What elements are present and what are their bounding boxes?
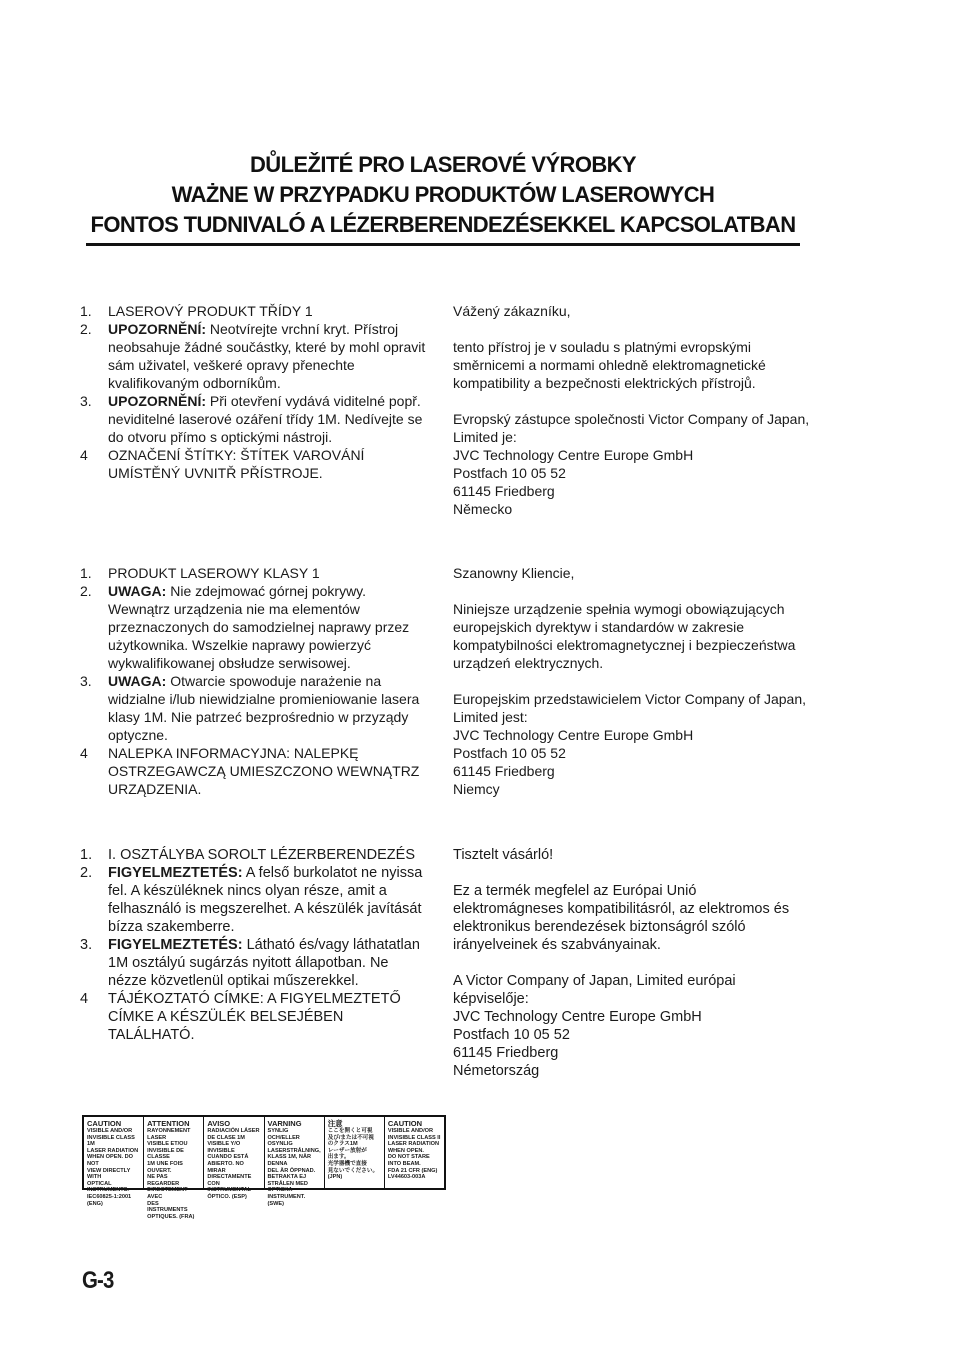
hu-item-4: 4 TÁJÉKOZTATÓ CÍMKE: A FIGYELMEZTETŐ CÍMKE A KÉSZÜLÉK BELSEJÉBEN TALÁLHATÓ. xyxy=(80,991,401,1043)
title-polish: WAŻNE W PRZYPADKU PRODUKTÓW LASEROWYCH xyxy=(171,182,715,207)
cz-item-2: 2. UPOZORNĚNÍ: Neotvírejte vrchní kryt. Přístroj neobsahuje žádné součástky, které by mohl opravit sám uživatel, veškeré opravy přenechte kvalifikovaným odborníkům. xyxy=(80,321,426,391)
title-czech: DŮLEŽITÉ PRO LASEROVÉ VÝROBKY xyxy=(250,152,636,177)
cz-paragraph-1: tento přístroj je v souladu s platnými evropskými směrnicemi a normami ohledně elektromagnetické kompatibility a bezpečnosti elektrických přístrojů. xyxy=(453,339,766,391)
hu-paragraph-2: A Victor Company of Japan, Limited európai képviselője: xyxy=(453,973,736,1007)
pl-country: Niemcy xyxy=(453,781,500,797)
pl-safety-list xyxy=(80,564,425,798)
pl-item-4: 4 NALEPKA INFORMACYJNA: NALEPKĘ OSTRZEGAWCZĄ UMIESZCZONO WEWNĄTRZ URZĄDZENIA. xyxy=(80,745,420,797)
label-cell-jpn: 注意 ここを開くと可視 及び/または不可視 のクラス1M レーザー放射が 出ます。 光学器機で直接 見ないでください。 (JPN) xyxy=(325,1117,385,1188)
pl-greeting: Szanowny Kliencie, xyxy=(453,565,575,581)
pl-paragraph-2: Europejskim przedstawicielem Victor Company of Japan, Limited jest: xyxy=(453,691,807,725)
label-cell-eng: CAUTION VISIBLE AND/OR INVISIBLE CLASS 1M LASER RADIATION WHEN OPEN. DO NOT VIEW DIRECTLY WITH OPTICAL INSTRUMENTS. IEC60825-1:2001 (ENG) xyxy=(84,1117,144,1188)
hu-paragraph-1: Ez a termék megfelel az Európai Unió elektromágneses kompatibilitásról, az elektromos és elektronikus berendezések biztonságról szóló irányelveinek és szabványainak. xyxy=(453,883,790,953)
pl-paragraph-1: Niniejsze urządzenie spełnia wymogi obowiązujących europejskich dyrektyw i standardów w zakresie kompatybilności elektromagnetycznej i bezpieczeństwa urządzeń elektrycznych. xyxy=(453,601,796,671)
label-cell-esp: AVISO RADIACIÓN LÁSER DE CLASE 1M VISIBLE Y/O INVISIBLE CUANDO ESTÁ ABIERTO. NO MIRAR DIRECTAMENTE CON INSTRUMENTAL ÓPTICO. (ESP) xyxy=(204,1117,264,1188)
cz-item-4: 4 OZNAČENÍ ŠTÍTKY: ŠTÍTEK VAROVÁNÍ UMÍSTĚNÝ UVNITŘ PŘÍSTROJE. xyxy=(80,447,365,481)
cz-safety-list xyxy=(80,302,430,482)
hu-country: Németország xyxy=(453,1063,540,1079)
pl-company: JVC Technology Centre Europe GmbH xyxy=(453,727,694,743)
cz-greeting: Vážený zákazníku, xyxy=(453,303,571,319)
hu-postfach: Postfach 10 05 52 xyxy=(453,1027,570,1043)
hu-item-2: 2. FIGYELMEZTETÉS: A felső burkolatot ne nyissa fel. A készüléknek nincs olyan része, amit a felhasználó is megszerelhet. A készülék javítását bízza szakemberre. xyxy=(80,865,423,935)
cz-compliance-notice xyxy=(453,302,813,518)
label-cell-swe: VARNING SYNLIG OCH/ELLER OSYNLIG LASERSTRÅLNING, KLASS 1M, NÄR DENNA DEL ÄR ÖPPNAD. BETRAKTA EJ STRÅLEN MED OPTISKA INSTRUMENT. (SWE) xyxy=(265,1117,325,1188)
cz-country: Německo xyxy=(453,501,513,517)
label-cell-fra: ATTENTION RAYONNEMENT LASER VISIBLE ET/OU INVISIBLE DE CLASSE 1M UNE FOIS OUVERT. NE PAS REGARDER DIRECTEMENT AVEC DES INSTRUMENTS OPTIQUES. (FRA) xyxy=(144,1117,204,1188)
hu-safety-list xyxy=(80,846,425,1044)
pl-item-3: 3. UWAGA: Otwarcie spowoduje narażenie na widzialne i/lub niewidzialne promieniowanie lasera klasy 1M. Nie patrzeć bezprośrednio w przyządy optyczne. xyxy=(80,673,420,743)
cz-paragraph-2: Evropský zástupce společnosti Victor Company of Japan, Limited je: xyxy=(453,411,810,445)
cz-company: JVC Technology Centre Europe GmbH xyxy=(453,447,694,463)
page-number: G-3 xyxy=(82,1267,114,1294)
hu-item-1: 1. I. OSZTÁLYBA SOROLT LÉZERBERENDEZÉS xyxy=(80,847,415,863)
pl-item-1: 1. PRODUKT LASEROWY KLASY 1 xyxy=(80,565,320,581)
hu-greeting: Tisztelt vásárló! xyxy=(453,847,554,863)
cz-item-3: 3. UPOZORNĚNÍ: Při otevření vydává viditelné popř. neviditelné laserové ozáření třídy 1M. Nedívejte se do otvoru přímo s optickými nástroji. xyxy=(80,393,423,445)
pl-compliance-notice xyxy=(453,564,813,798)
hu-city: 61145 Friedberg xyxy=(453,1045,559,1061)
hu-company: JVC Technology Centre Europe GmbH xyxy=(453,1009,702,1025)
page-header xyxy=(86,150,800,240)
header-rule xyxy=(86,243,800,246)
cz-item-1: 1. LASEROVÝ PRODUKT TŘÍDY 1 xyxy=(80,303,313,319)
hu-compliance-notice xyxy=(453,846,803,1080)
pl-postfach: Postfach 10 05 52 xyxy=(453,745,566,761)
hu-item-3: 3. FIGYELMEZTETÉS: Látható és/vagy láthatatlan 1M osztályú sugárzás nyitott állapotban. Ne nézze közvetlenül optikai műszerekkel. xyxy=(80,937,420,989)
title-hungarian: FONTOS TUDNIVALÓ A LÉZERBERENDEZÉSEKKEL KAPCSOLATBAN xyxy=(90,212,796,237)
cz-city: 61145 Friedberg xyxy=(453,483,555,499)
pl-city: 61145 Friedberg xyxy=(453,763,555,779)
laser-warning-label xyxy=(82,1115,446,1220)
cz-postfach: Postfach 10 05 52 xyxy=(453,465,566,481)
pl-item-2: 2. UWAGA: Nie zdejmować górnej pokrywy. Wewnątrz urządzenia nie ma elementów przeznaczonych do samodzielnej naprawy przez użytkownika. Wszelkie naprawy powierzyć wykwalifikowanej obsłudze serwisowej. xyxy=(80,583,410,671)
label-cell-fda: CAUTION VISIBLE AND/OR INVISIBLE CLASS II LASER RADIATION WHEN OPEN. DO NOT STARE INTO BEAM. FDA 21 CFR (ENG) LV44603-003A xyxy=(387,1119,441,1181)
